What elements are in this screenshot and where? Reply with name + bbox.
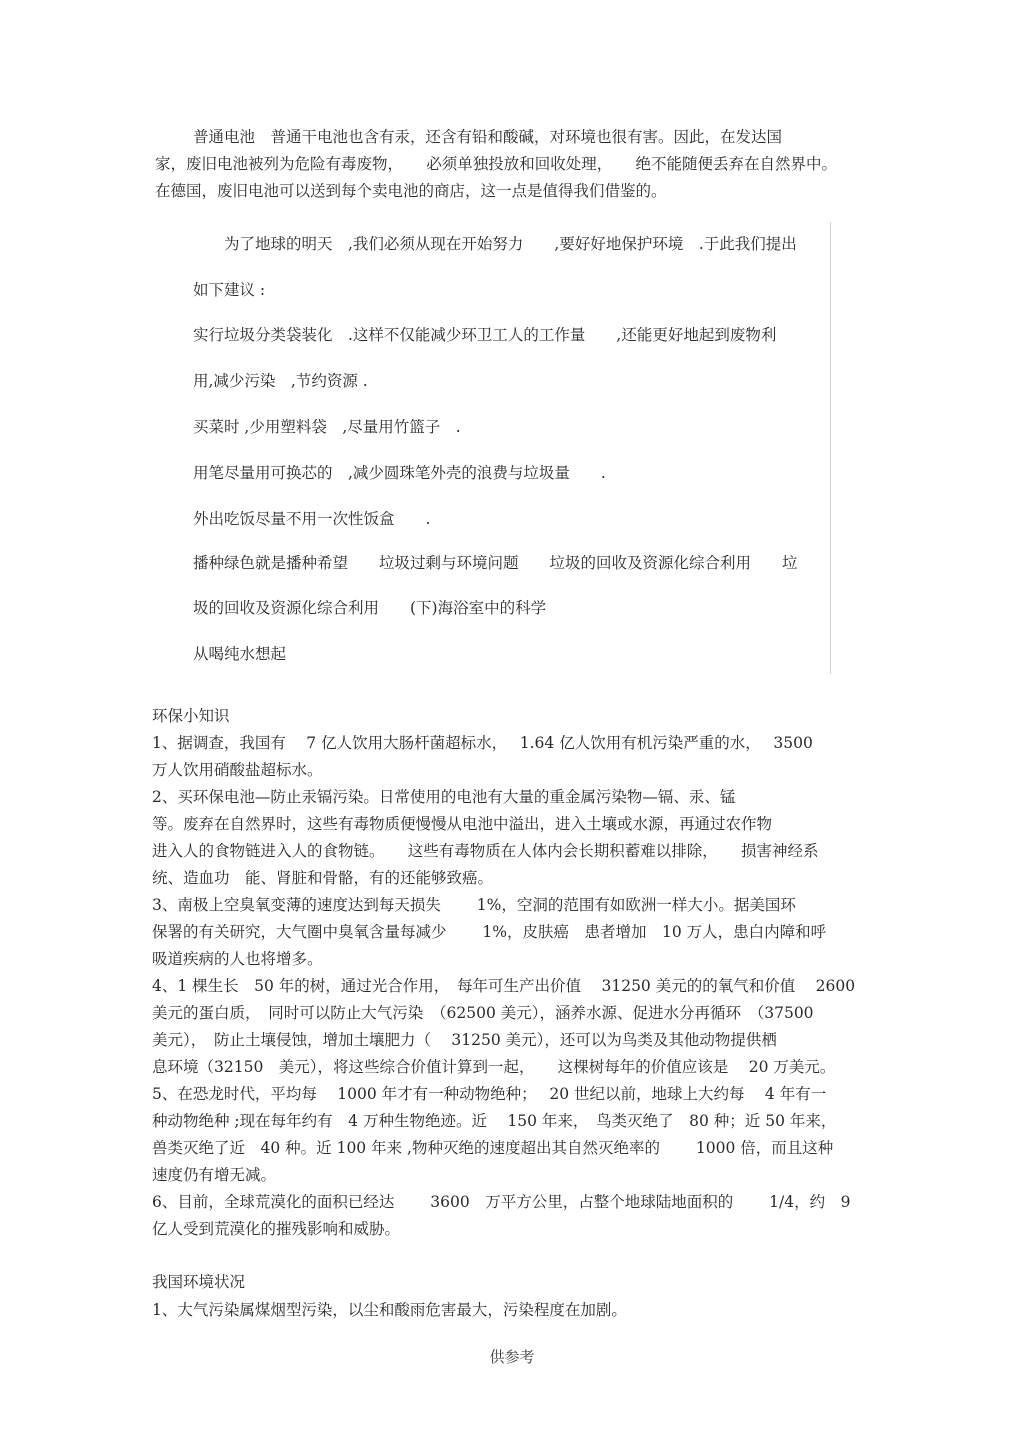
knowledge-list (152, 730, 870, 1243)
knowledge-line: 美元）， 防止土壤侵蚀，增加土壤肥力（ 31250 美元），还可以为鸟类及其他动物提供栖 (152, 1031, 777, 1049)
knowledge-line: 2、买环保电池—防止汞镉污染。日常使用的电池有大量的重金属污染物—镉、汞、锰 (152, 788, 736, 806)
suggestion-line: 为了地球的明天 ,我们必须从现在开始努力 ,要好好地保护环境 .于此我们提出 (193, 235, 797, 253)
knowledge-line: 等。废弃在自然界时，这些有毒物质便慢慢从电池中溢出，进入土壤或水源，再通过农作物 (152, 815, 773, 833)
suggestion-line: 买菜时 ,少用塑料袋 ,尽量用竹篮子 . (193, 418, 461, 436)
knowledge-title: 环保小知识 (152, 707, 230, 725)
suggestion-line: 如下建议 : (193, 281, 266, 299)
intro-line: 在德国，废旧电池可以送到每个卖电池的商店，这一点是值得我们借鉴的。 (155, 182, 667, 200)
knowledge-line: 速度仍有增无减。 (152, 1166, 277, 1184)
suggestions-box (193, 222, 831, 674)
china-status-line: 1、大气污染属煤烟型污染，以尘和酸雨危害最大，污染程度在加剧。 (152, 1301, 627, 1319)
knowledge-line: 美元的蛋白质， 同时可以防止大气污染 （62500 美元），涵养水源、促进水分再循环 （37500 (152, 1004, 814, 1022)
knowledge-line: 5、在恐龙时代，平均每 1000 年才有一种动物绝种； 20 世纪以前，地球上大约每 4 年有一 (152, 1085, 827, 1103)
knowledge-line: 兽类灭绝了近 40 种。近 100 年来 ,物种灭绝的速度超出其自然灭绝率的 1000 倍，而且这种 (152, 1139, 834, 1157)
knowledge-line: 进入人的食物链进入人的食物链。 这些有毒物质在人体内会长期积蓄难以排除， 损害神经系 (152, 842, 819, 860)
suggestion-line: 外出吃饭尽量不用一次性饭盒 . (193, 510, 431, 528)
knowledge-line: 1、据调查，我国有 7 亿人饮用大肠杆菌超标水， 1.64 亿人饮用有机污染严重的水， 3500 (152, 734, 813, 752)
intro-line: 普通电池 普通干电池也含有汞，还含有铅和酸碱，对环境也很有害。因此，在发达国 (193, 128, 783, 146)
page-footer: 供参考 (489, 1348, 535, 1366)
suggestion-line: 用,减少污染 ,节约资源 . (193, 372, 368, 390)
suggestion-line: 圾的回收及资源化综合利用 (下)海浴室中的科学 (193, 599, 547, 617)
knowledge-line: 种动物绝种 ;现在每年约有 4 万种生物绝迹。近 150 年来， 鸟类灭绝了 80 种；近 50 年来， (152, 1112, 837, 1130)
suggestion-line: 实行垃圾分类袋装化 .这样不仅能减少环卫工人的工作量 ,还能更好地起到废物利 (193, 326, 777, 344)
china-status-title: 我国环境状况 (152, 1273, 246, 1291)
knowledge-line: 保署的有关研究，大气圈中臭氧含量每减少 1%，皮肤癌 患者增加 10 万人，患白内障和呼 (152, 923, 827, 941)
suggestion-line: 播种绿色就是播种希望 垃圾过剩与环境问题 垃圾的回收及资源化综合利用 垃 (193, 554, 798, 572)
china-status-list (152, 1297, 870, 1324)
knowledge-line: 吸道疾病的人也将增多。 (152, 950, 323, 968)
knowledge-line: 统、造血功 能、肾脏和骨骼，有的还能够致癌。 (152, 869, 494, 887)
knowledge-line: 亿人受到荒漠化的摧残影响和威胁。 (152, 1220, 401, 1238)
knowledge-line: 6、目前，全球荒漠化的面积已经达 3600 万平方公里，占整个地球陆地面积的 1/4，约 9 (152, 1193, 851, 1211)
knowledge-line: 息环境（32150 美元），将这些综合价值计算到一起， 这棵树每年的价值应该是 20 万美元。 (152, 1058, 836, 1076)
intro-line: 家，废旧电池被列为危险有毒废物， 必须单独投放和回收处理， 绝不能随便丢弃在自然界中。 (155, 155, 838, 173)
knowledge-line: 4、1 棵生长 50 年的树，通过光合作用， 每年可生产出价值 31250 美元的的氧气和价值 2600 (152, 977, 856, 995)
intro-paragraph (155, 124, 875, 205)
knowledge-line: 万人饮用硝酸盐超标水。 (152, 761, 323, 779)
suggestion-line: 从喝纯水想起 (193, 645, 287, 663)
suggestion-line: 用笔尽量用可换芯的 ,减少圆珠笔外壳的浪费与垃圾量 . (193, 464, 606, 482)
knowledge-line: 3、南极上空臭氧变薄的速度达到每天损失 1%，空洞的范围有如欧洲一样大小。据美国环 (152, 896, 796, 914)
